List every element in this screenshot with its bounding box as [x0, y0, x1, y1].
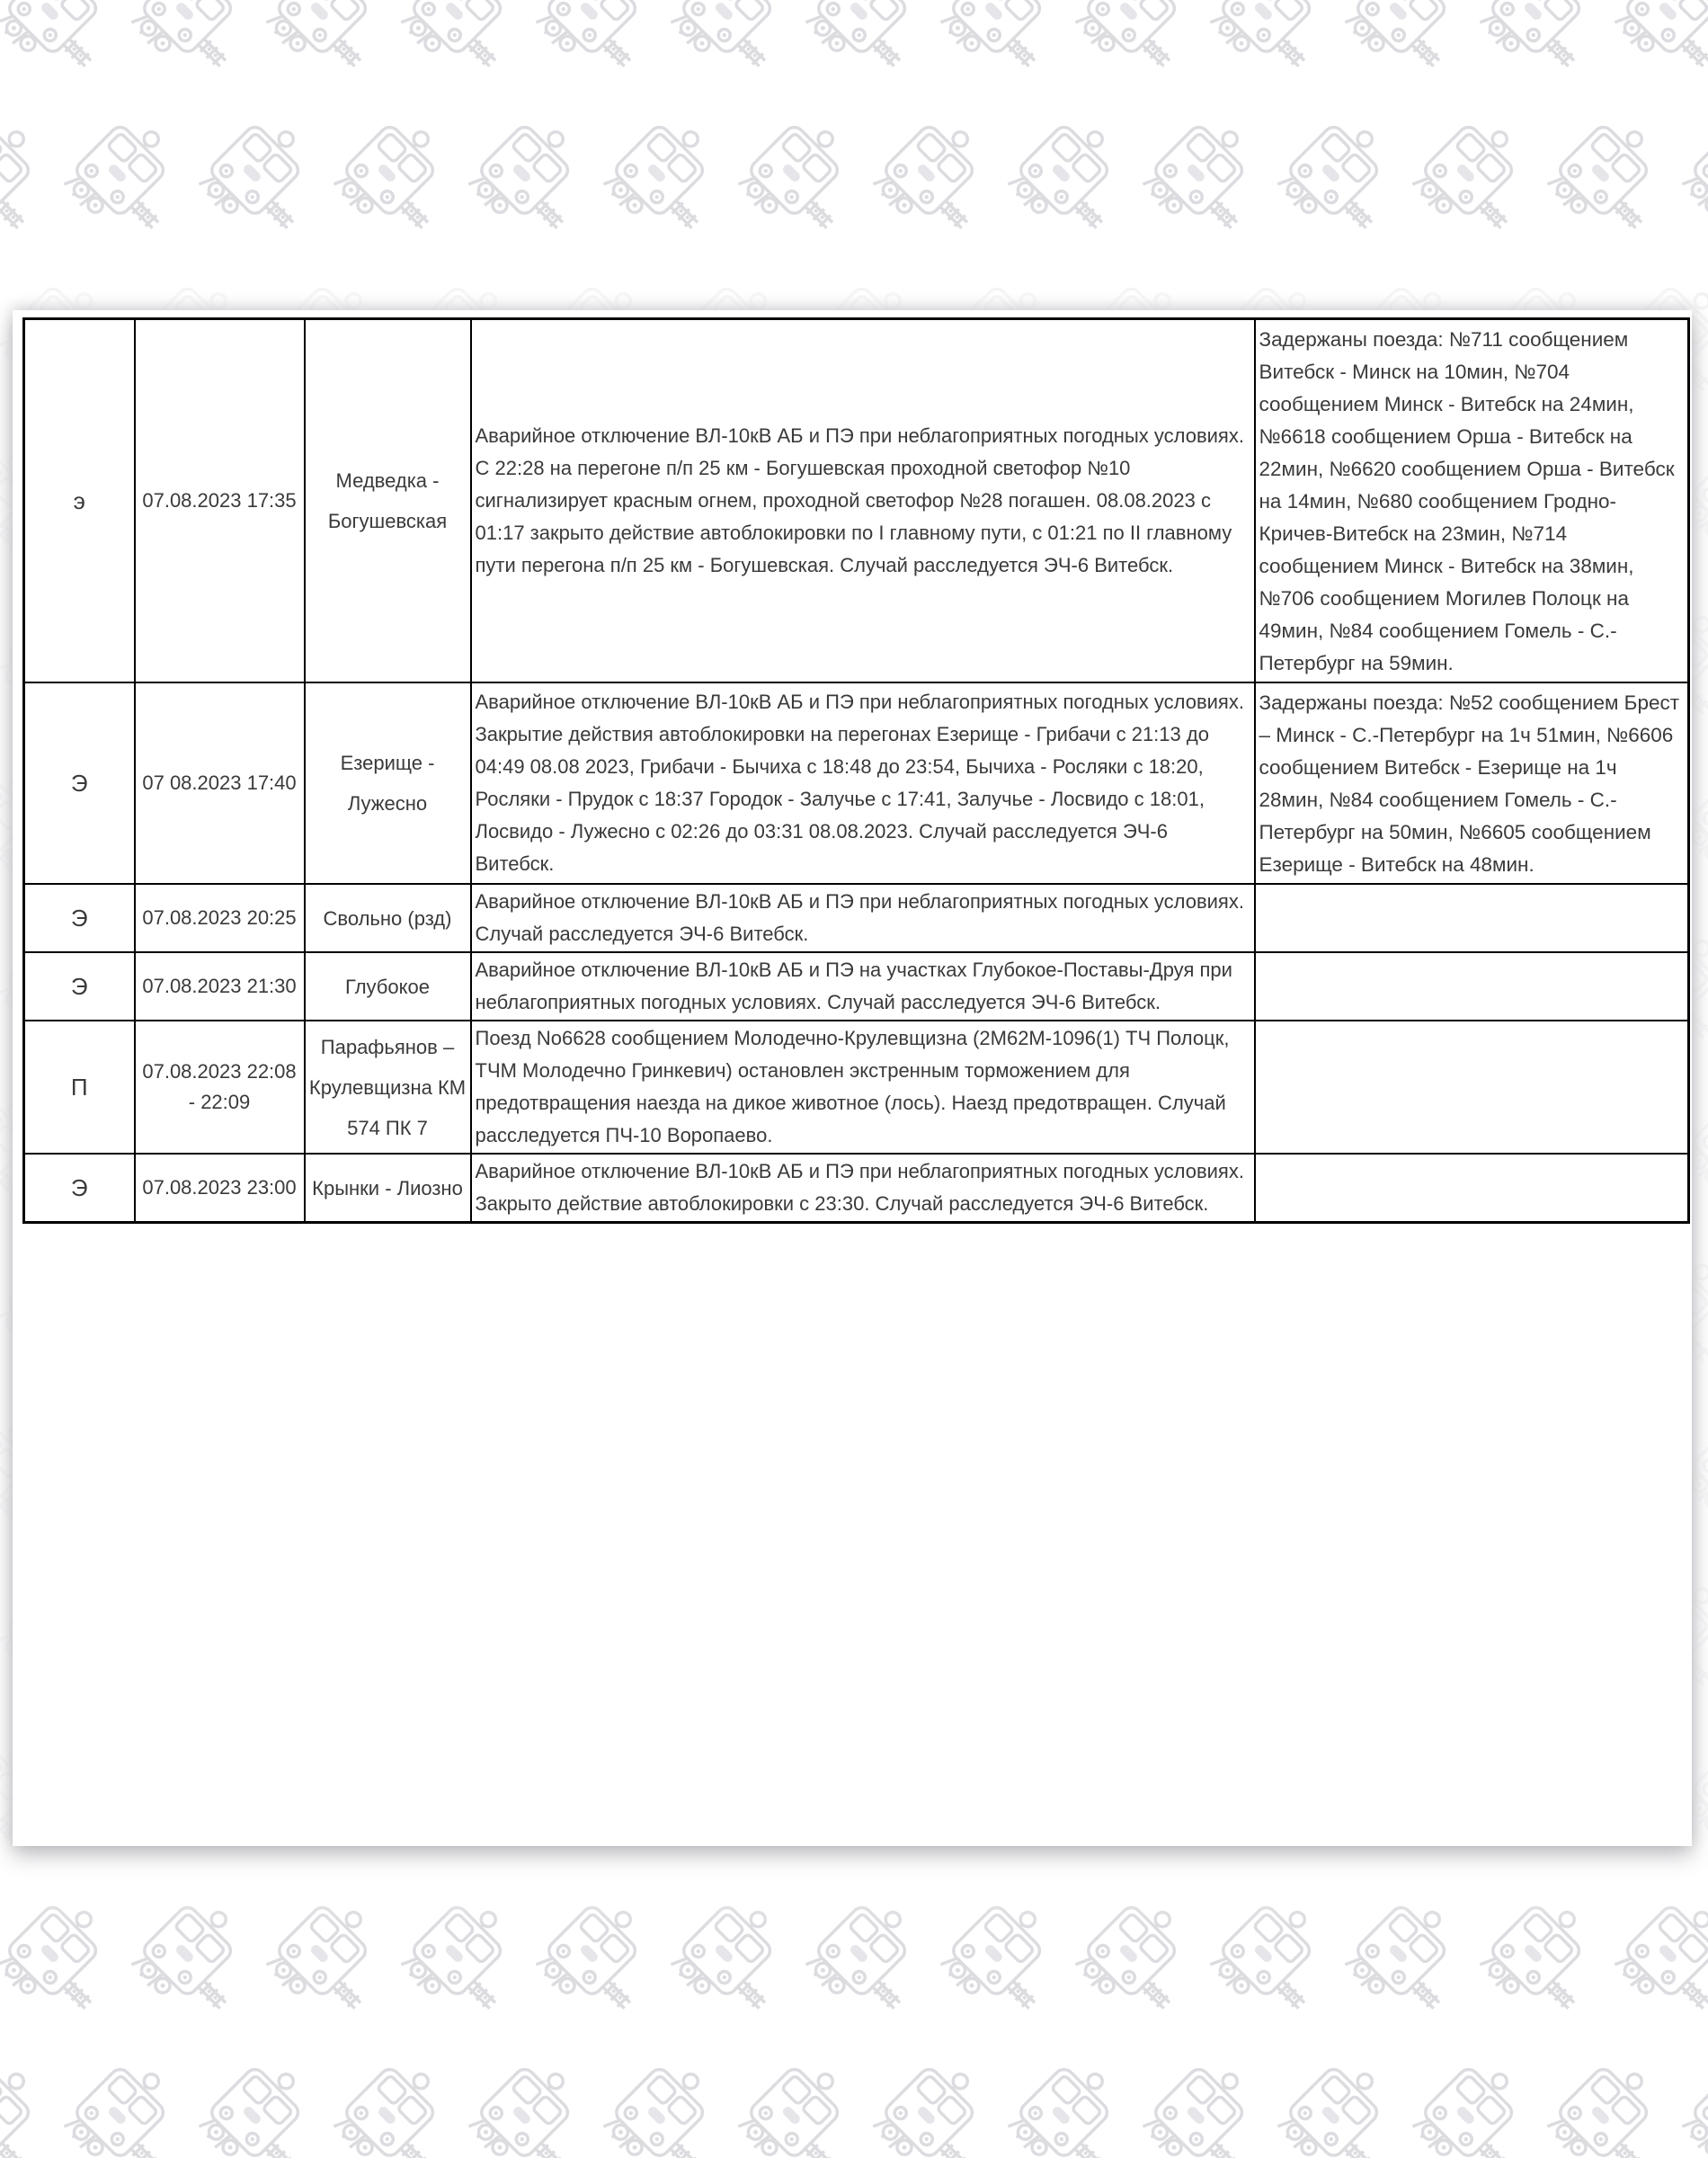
cell-datetime: 07.08.2023 17:35 — [135, 319, 305, 683]
cell-train-delays — [1255, 884, 1689, 952]
cell-train-delays — [1255, 1154, 1689, 1223]
cell-location: Крынки - Лиозно — [305, 1154, 471, 1223]
cell-event-type: э — [24, 319, 135, 683]
cell-location: Свольно (рзд) — [305, 884, 471, 952]
cell-datetime: 07.08.2023 22:08 - 22:09 — [135, 1021, 305, 1154]
cell-event-type: Э — [24, 682, 135, 884]
cell-train-delays — [1255, 952, 1689, 1021]
cell-description: Аварийное отключение ВЛ-10кВ АБ и ПЭ при неблагоприятных погодных условиях. Случай расследуется ЭЧ-6 Витебск. — [471, 884, 1255, 952]
table-row — [24, 884, 1689, 952]
table-row — [24, 1154, 1689, 1223]
cell-event-type: Э — [24, 884, 135, 952]
cell-datetime: 07.08.2023 21:30 — [135, 952, 305, 1021]
cell-train-delays: Задержаны поезда: №711 сообщением Витебск - Минск на 10мин, №704 сообщением Минск - Витебск на 24мин, №6618 сообщением Орша - Витебск на 22мин, №6620 сообщением Орша - Витебск на 14мин, №680 сообщением Гродно-Кричев-Витебск на 23мин, №714 сообщением Минск - Витебск на 38мин, №706 сообщением Могилев Полоцк на 49мин, №84 сообщением Гомель - С.-Петербург на 59мин. — [1255, 319, 1689, 683]
table-row — [24, 1021, 1689, 1154]
cell-description: Аварийное отключение ВЛ-10кВ АБ и ПЭ при неблагоприятных погодных условиях. Закрыто действие автоблокировки с 23:30. Случай расследуется ЭЧ-6 Витебск. — [471, 1154, 1255, 1223]
cell-datetime: 07.08.2023 23:00 — [135, 1154, 305, 1223]
cell-train-delays — [1255, 1021, 1689, 1154]
cell-location: Езерище - Лужесно — [305, 682, 471, 884]
cell-description: Аварийное отключение ВЛ-10кВ АБ и ПЭ при неблагоприятных погодных условиях. С 22:28 на перегоне п/п 25 км - Богушевская проходной светофор №10 сигнализирует красным огнем, проходной светофор №28 погашен. 08.08.2023 с 01:17 закрыто действие автоблокировки по I главному пути, с 01:21 по II главному пути перегона п/п 25 км - Богушевская. Случай расследуется ЭЧ-6 Витебск. — [471, 319, 1255, 683]
cell-train-delays: Задержаны поезда: №52 сообщением Брест – Минск - С.-Петербург на 1ч 51мин, №6606 сообщением Витебск - Езерище на 1ч 28мин, №84 сообщением Гомель - С.-Петербург на 50мин, №6605 сообщением Езерище - Витебск на 48мин. — [1255, 682, 1689, 884]
table-row — [24, 952, 1689, 1021]
cell-location: Парафьянов – Крулевщизна КМ 574 ПК 7 — [305, 1021, 471, 1154]
incident-table — [22, 317, 1690, 1224]
document-page — [13, 310, 1692, 1846]
table-row — [24, 319, 1689, 683]
cell-event-type: Э — [24, 952, 135, 1021]
cell-datetime: 07.08.2023 20:25 — [135, 884, 305, 952]
incident-table-body — [24, 319, 1689, 1223]
cell-location: Глубокое — [305, 952, 471, 1021]
cell-event-type: П — [24, 1021, 135, 1154]
cell-description: Поезд No6628 сообщением Молодечно-Крулевщизна (2М62М-1096(1) ТЧ Полоцк, ТЧМ Молодечно Гринкевич) остановлен экстренным торможением для предотвращения наезда на дикое животное (лось). Наезд предотвращен. Случай расследуется ПЧ-10 Воропаево. — [471, 1021, 1255, 1154]
cell-description: Аварийное отключение ВЛ-10кВ АБ и ПЭ на участках Глубокое-Поставы-Друя при неблагоприятных погодных условиях. Случай расследуется ЭЧ-6 Витебск. — [471, 952, 1255, 1021]
cell-description: Аварийное отключение ВЛ-10кВ АБ и ПЭ при неблагоприятных погодных условиях. Закрытие действия автоблокировки на перегонах Езерище - Грибачи с 21:13 до 04:49 08.08 2023, Грибачи - Бычиха с 18:48 до 23:54, Бычиха - Росляки с 18:20, Росляки - Прудок с 18:37 Городок - Залучье с 17:41, Залучье - Лосвидо с 18:01, Лосвидо - Лужесно с 02:26 до 03:31 08.08.2023. Случай расследуется ЭЧ-6 Витебск. — [471, 682, 1255, 884]
cell-event-type: Э — [24, 1154, 135, 1223]
table-row — [24, 682, 1689, 884]
cell-location: Медведка - Богушевская — [305, 319, 471, 683]
cell-datetime: 07 08.2023 17:40 — [135, 682, 305, 884]
